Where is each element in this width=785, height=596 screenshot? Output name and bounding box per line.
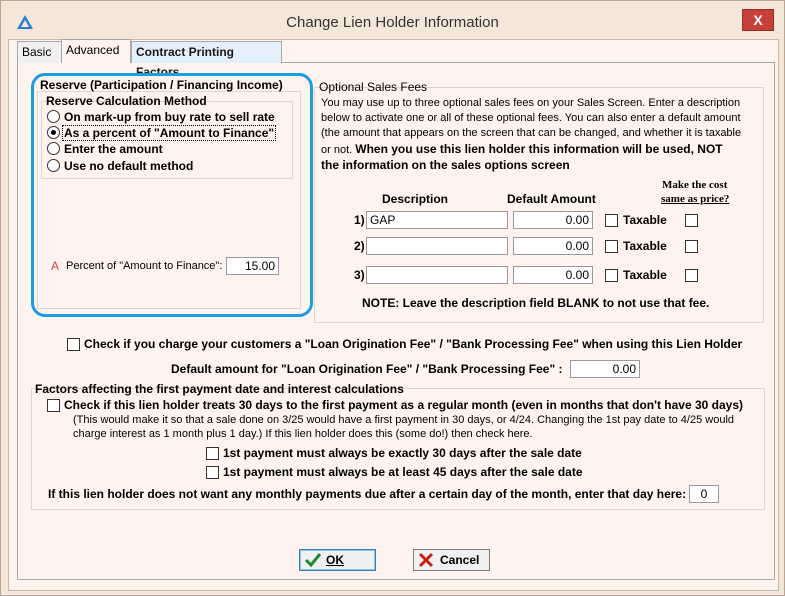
exactly-30-days-label: 1st payment must always be exactly 30 days after the sale date: [223, 446, 582, 460]
radio-markup-label: On mark-up from buy rate to sell rate: [64, 110, 275, 124]
fee-taxable-checkbox[interactable]: [605, 269, 618, 282]
fee-row-number: 1): [354, 213, 365, 227]
fee-amount-input[interactable]: 0.00: [513, 211, 593, 229]
checkmark-icon: [304, 552, 322, 568]
tab-advanced[interactable]: Advanced: [61, 39, 131, 63]
ok-button-label: OK: [326, 553, 344, 567]
percent-required-marker: A: [51, 259, 60, 273]
tab-contract-printing-factors[interactable]: Contract Printing Factors: [131, 41, 282, 63]
exactly-30-days-checkbox[interactable]: [206, 447, 219, 460]
atleast-45-days-label: 1st payment must always be at least 45 days after the sale date: [223, 465, 583, 479]
fee-cost-same-checkbox[interactable]: [685, 214, 698, 227]
tab-basic[interactable]: Basic: [17, 41, 63, 63]
radio-percent-amount-label: As a percent of "Amount to Finance": [64, 126, 275, 140]
radio-no-default-label: Use no default method: [64, 159, 194, 173]
col-cost-same-1: Make the cost: [662, 179, 728, 191]
sales-fees-desc-3: (the amount that appears on the screen that can be changed, and whether it is taxable: [321, 127, 742, 139]
radio-enter-amount-label: Enter the amount: [64, 142, 163, 156]
reserve-title: Reserve (Participation / Financing Income): [40, 78, 283, 92]
fee-amount-input[interactable]: 0.00: [513, 266, 593, 284]
max-due-day-label: If this lien holder does not want any monthly payments due after a certain day of the month, enter that day here:: [48, 487, 687, 501]
sales-fees-desc-4: or not. When you use this lien holder this information will be used, NOT: [321, 142, 723, 156]
fee-description-input[interactable]: [366, 237, 508, 255]
sales-fees-note: NOTE: Leave the description field BLANK to not use that fee.: [362, 296, 710, 310]
factors-title: Factors affecting the first payment date and interest calculations: [35, 382, 404, 396]
ok-button[interactable]: [299, 549, 376, 571]
reserve-method-title: Reserve Calculation Method: [46, 94, 207, 108]
thirty-day-month-label: Check if this lien holder treats 30 days to the first payment as a regular month (even in months that don't have 30 days): [64, 398, 744, 412]
title-bar: [1, 1, 784, 39]
fee-taxable-label: Taxable: [623, 268, 667, 282]
thirty-day-explain-1: (This would make it so that a sale done on 3/25 would have a first payment in 30 days, or 4/24. Changing the 1st pay date to 4/25 would: [73, 414, 735, 426]
fee-cost-same-checkbox[interactable]: [685, 240, 698, 253]
fee-taxable-checkbox[interactable]: [605, 240, 618, 253]
cancel-button[interactable]: [413, 549, 490, 571]
fee-taxable-label: Taxable: [623, 213, 667, 227]
fee-row-number: 2): [354, 239, 365, 253]
fee-row-number: 3): [354, 268, 365, 282]
highlight-ring: [31, 73, 313, 317]
atleast-45-days-checkbox[interactable]: [206, 466, 219, 479]
percent-label: Percent of "Amount to Finance":: [66, 260, 223, 272]
thirty-day-explain-2: charge interest as 1 month plus 1 day.) If this lien holder does this (some do!) then check here.: [73, 428, 533, 440]
fee-taxable-checkbox[interactable]: [605, 214, 618, 227]
max-due-day-input[interactable]: 0: [689, 485, 719, 503]
fee-cost-same-checkbox[interactable]: [685, 269, 698, 282]
col-cost-same-2: same as price?: [661, 193, 730, 205]
origination-fee-checkbox[interactable]: [67, 338, 80, 351]
red-x-icon: [418, 552, 434, 568]
fee-amount-input[interactable]: 0.00: [513, 237, 593, 255]
origination-fee-label: Check if you charge your customers a "Loan Origination Fee" / "Bank Processing Fee" when using this Lien Holder: [84, 337, 743, 351]
sales-fees-desc-2: below to activate one or all of these optional fees. You can also enter a default amount: [321, 112, 741, 124]
sales-fees-desc-1: You may use up to three optional sales fees on your Sales Screen. Enter a description: [321, 97, 741, 109]
thirty-day-month-checkbox[interactable]: [47, 399, 60, 412]
fee-description-input[interactable]: GAP: [366, 211, 508, 229]
origination-default-label: Default amount for "Loan Origination Fee" / "Bank Processing Fee" :: [171, 362, 563, 376]
fee-taxable-label: Taxable: [623, 239, 667, 253]
close-button[interactable]: X: [742, 9, 774, 31]
cancel-button-label: Cancel: [440, 553, 480, 567]
sales-fees-desc-5: the information on the sales options screen: [321, 158, 570, 172]
col-description: Description: [382, 192, 449, 206]
origination-default-input[interactable]: 0.00: [570, 360, 640, 378]
sales-fees-title: Optional Sales Fees: [319, 80, 428, 94]
col-default-amount: Default Amount: [507, 192, 596, 206]
percent-input[interactable]: 15.00: [226, 257, 279, 275]
window-title: Change Lien Holder Information: [286, 14, 499, 31]
fee-description-input[interactable]: [366, 266, 508, 284]
